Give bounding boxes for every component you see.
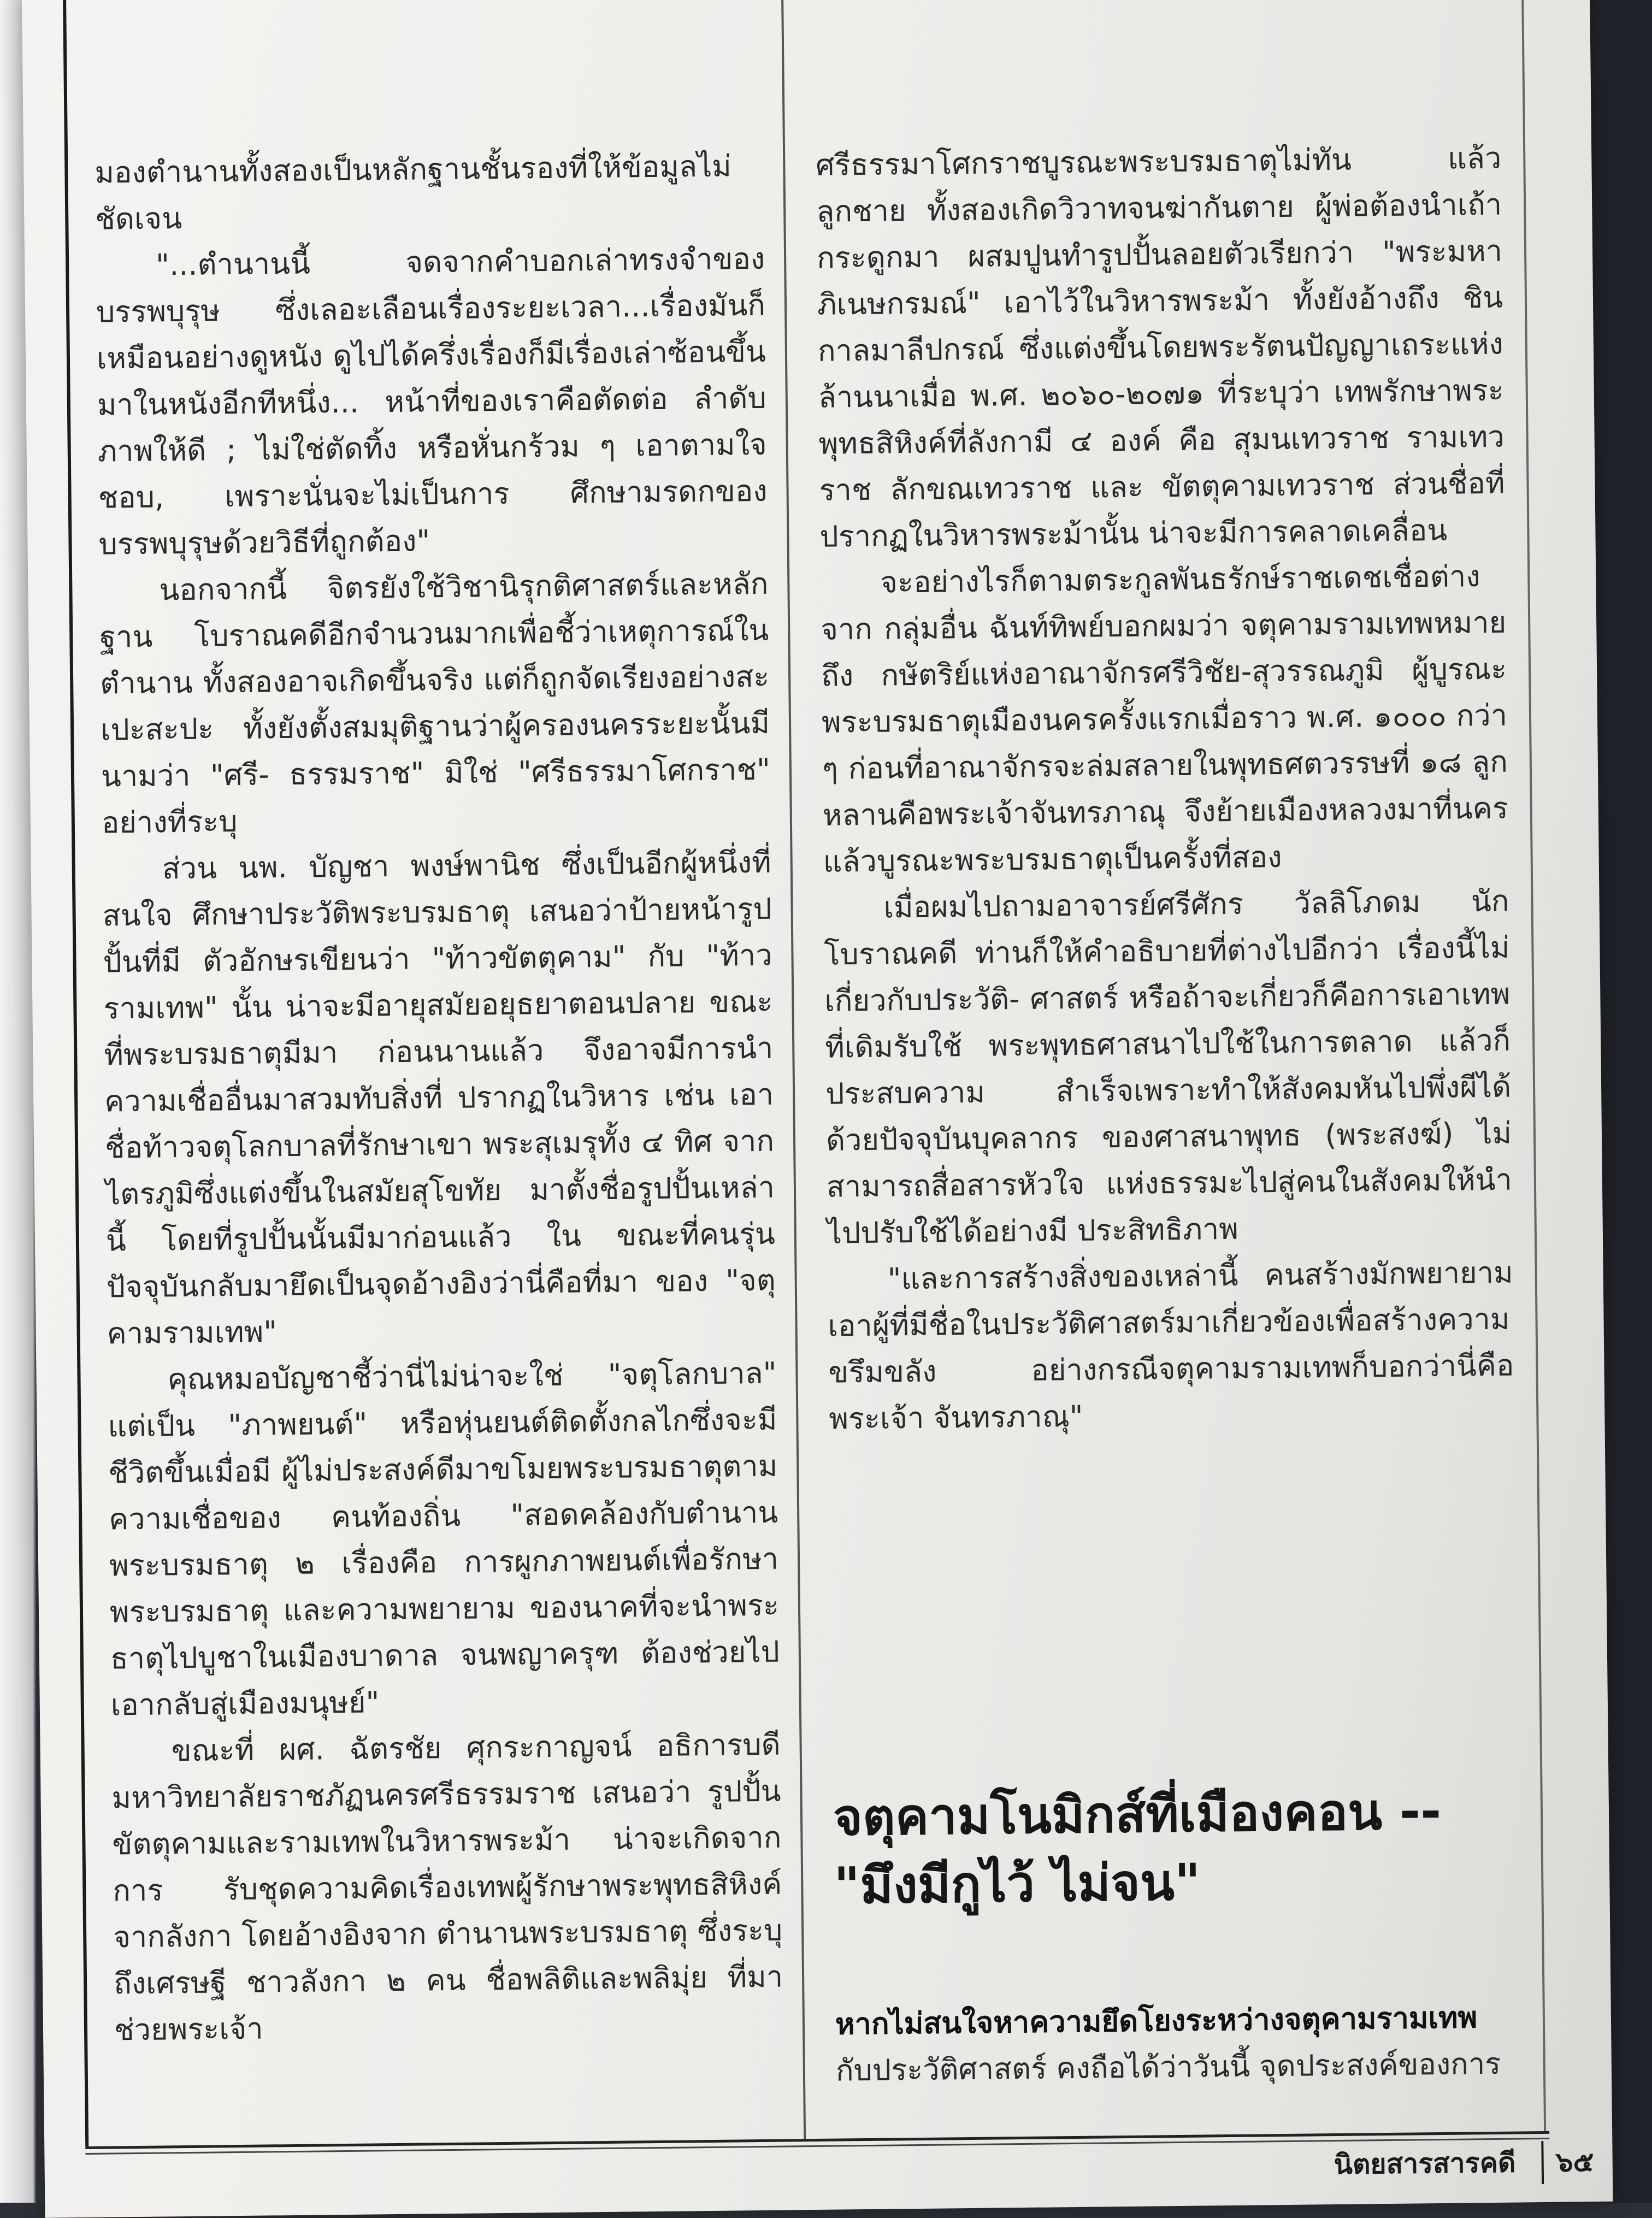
heading-line: "มึงมีกูไว้ ไม่จน" [833,1853,1201,1915]
paragraph: จะอย่างไรก็ตามตระกูลพันธรักษ์ราชเดชเชื่อต่างจาก กลุ่มอื่น ฉันท์ทิพย์บอกผมว่า จตุคามรามเทพหมายถึง กษัตริย์แห่งอาณาจักรศรีวิชัย-สุวรรณภูมิ ผู้บูรณะ พระบรมธาตุเมืองนครครั้งแรกเมื่อราว พ.ศ. ๑๐๐๐ กว่า ๆ ก่อนที่อาณาจักรจะล่มสลายในพุทธศตวรรษที่ ๑๘ ลูก หลานคือพระเจ้าจันทรภาณุ จึงย้ายเมืองหลวงมาที่นคร แล้วบูรณะพระบรมธาตุเป็นครั้งที่สอง [820,559,1509,879]
magazine-page [22,0,1613,2218]
paragraph: คุณหมอบัญชาชี้ว่านี่ไม่น่าจะใช่ "จตุโลกบาล" แต่เป็น "ภาพยนต์" หรือหุ่นยนต์ติดตั้งกลไกซึ่งจะมีชีวิตขึ้นเมื่อมี ผู้ไม่ประสงค์ดีมาขโมยพระบรมธาตุตามความเชื่อของ คนท้องถิ่น "สอดคล้องกับตำนานพระบรมธาตุ ๒ เรื่องคือ การผูกภาพยนต์เพื่อรักษาพระบรมธาตุ และความพยายาม ของนาคที่จะนำพระธาตุไปบูชาในเมืองบาดาล จนพญาครุฑ ต้องช่วยไปเอากลับสู่เมืองมนุษย์" [108,1355,780,1723]
section-heading [833,1776,1523,1920]
frame-line-right [1521,0,1546,2131]
heading-line: จตุคามโนมิกส์ที่เมืองคอน -- [833,1782,1442,1847]
lead-text: กับประวัติศาสตร์ คงถือได้ว่าวันนี้ จุดประสงค์ของการ [835,2046,1501,2088]
right-column [816,135,1515,1442]
paragraph: ศรีธรรมาโศกราชบูรณะพระบรมธาตุไม่ทัน แล้วลูกชาย ทั้งสองเกิดวิวาทจนฆ่ากันตาย ผู้พ่อต้องนำเถ้ากระดูกมา ผสมปูนทำรูปปั้นลอยตัวเรียกว่า "พระมหาภิเนษกรมณ์" เอาไว้ในวิหารพระม้า ทั้งยังอ้างถึง ชินกาลมาลีปกรณ์ ซึ่งแต่งขึ้นโดยพระรัตนปัญญาเถระแห่งล้านนาเมื่อ พ.ศ. ๒๐๖๐-๒๐๗๑ ที่ระบุว่า เทพรักษาพระพุทธสิหิงค์ที่ลังกามี ๔ องค์ คือ สุมนเทวราช รามเทวราช ลักขณเทวราช และ ขัตตุคามเทวราช ส่วนชื่อที่ปรากฏในวิหารพระม้านั้น น่าจะมีการคลาดเคลื่อน [816,140,1505,554]
paragraph: มองตำนานทั้งสองเป็นหลักฐานชั้นรองที่ให้ข้อมูลไม่ชัดเจน [95,149,732,237]
paragraph: นอกจากนี้ จิตรยังใช้วิชานิรุกติศาสตร์และหลักฐาน โบราณคดีอีกจำนวนมากเพื่อชี้ว่าเหตุการณ์ในตำนาน ทั้งสองอาจเกิดขึ้นจริง แต่ก็ถูกจัดเรียงอย่างสะเปะสะปะ ทั้งยังตั้งสมมุติฐานว่าผู้ครองนครระยะนั้นมีนามว่า "ศรี- ธรรมราช" มิใช่ "ศรีธรรมาโศกราช" อย่างที่ระบุ [99,566,771,840]
column-divider [781,0,806,2139]
left-column [95,143,783,2054]
paragraph: "และการสร้างสิ่งของเหล่านี้ คนสร้างมักพยายาม เอาผู้ที่มีชื่อในประวัติศาสตร์มาเกี่ยวข้องเพื่อสร้างความ ขรึมขลัง อย่างกรณีจตุคามรามเทพก็บอกว่านี่คือพระเจ้า จันทรภาณุ" [828,1255,1514,1436]
page-footer [1334,2140,1594,2186]
paragraph: เมื่อผมไปถามอาจารย์ศรีศักร วัลลิโภดม นักโบราณคดี ท่านก็ให้คำอธิบายที่ต่างไปอีกว่า เรื่องนี้ไม่เกี่ยวกับประวัติ- ศาสตร์ หรือถ้าจะเกี่ยวก็คือการเอาเทพที่เดิมรับใช้ พระพุทธศาสนาไปใช้ในการตลาด แล้วก็ประสบความ สำเร็จเพราะทำให้สังคมหันไปพึ่งผีได้ ด้วยปัจจุบันบุคลากร ของศาสนาพุทธ (พระสงฆ์) ไม่สามารถสื่อสารหัวใจ แห่งธรรมะไปสู่คนในสังคมให้นำไปปรับใช้ได้อย่างมี ประสิทธิภาพ [824,883,1513,1250]
page-number: ๖๕ [1541,2140,1594,2184]
magazine-name: นิตยสารสารคดี [1334,2146,1516,2181]
lead-bold: หากไม่สนใจหาความยึดโยงระหว่างจตุคามรามเทพ [835,2000,1478,2042]
paragraph: ส่วน นพ. บัญชา พงษ์พานิช ซึ่งเป็นอีกผู้หนึ่งที่สนใจ ศึกษาประวัติพระบรมธาตุ เสนอว่าป้ายหน้ารูปปั้นที่มี ตัวอักษรเขียนว่า "ท้าวขัตตุคาม" กับ "ท้าวรามเทพ" นั้น น่าจะมีอายุสมัยอยุธยาตอนปลาย ขณะที่พระบรมธาตุมีมา ก่อนนานแล้ว จึงอาจมีการนำความเชื่ออื่นมาสวมทับสิ่งที่ ปรากฏในวิหาร เช่น เอาชื่อท้าวจตุโลกบาลที่รักษาเขา พระสุเมรุทั้ง ๔ ทิศ จากไตรภูมิซึ่งแต่งขึ้นในสมัยสุโขทัย มาตั้งชื่อรูปปั้นเหล่านี้ โดยที่รูปปั้นนั้นมีมาก่อนแล้ว ใน ขณะที่คนรุ่นปัจจุบันกลับมายึดเป็นจุดอ้างอิงว่านี่คือที่มา ของ "จตุคามรามเทพ" [102,845,776,1351]
paragraph: ขณะที่ ผศ. ฉัตรชัย ศุกระกาญจน์ อธิการบดี มหาวิทยาลัยราชภัฏนครศรีธรรมราช เสนอว่า รูปปั้น ขัตตุคามและรามเทพในวิหารพระม้า น่าจะเกิดจากการ รับชุดความคิดเรื่องเทพผู้รักษาพระพุทธสิหิงค์จากลังกา โดยอ้างอิงจาก ตำนานพระบรมธาตุ ซึ่งระบุถึงเศรษฐี ชาวลังกา ๒ คน ชื่อพลิติและพลิมุ่ย ที่มาช่วยพระเจ้า [111,1727,783,2048]
section-lead [835,1993,1525,2093]
frame-line-left [63,0,88,2146]
paragraph: "...ตำนานนี้ จดจากคำบอกเล่าทรงจำของบรรพบุรุษ ซึ่งเลอะเลือนเรื่องระยะเวลา...เรื่องมันก็เหมือนอย่างดูหนัง ดูไปได้ครึ่งเรื่องก็มีเรื่องเล่าซ้อนขึ้นมาในหนังอีกทีหนึ่ง... หน้าที่ของเราคือตัดต่อ ลำดับภาพให้ดี ; ไม่ใช่ตัดทิ้ง หรือหั่นกร้วม ๆ เอาตามใจชอบ, เพราะนั่นจะไม่เป็นการ ศึกษามรดกของบรรพบุรุษด้วยวิธีที่ถูกต้อง" [96,241,768,562]
